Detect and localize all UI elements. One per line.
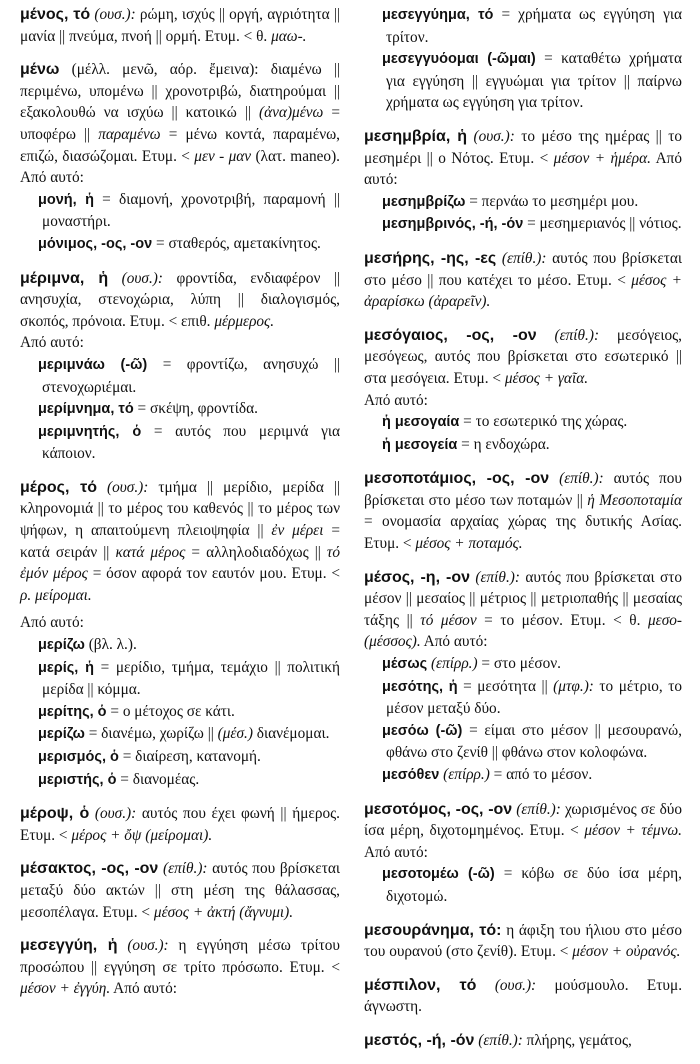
part-of-speech: (επίθ.): — [554, 326, 600, 344]
subentry-definition: = διανομέας. — [120, 770, 200, 788]
definition: φροντίδα, ενδιαφέρον || ανησυχία, στενοχώρια, λύπη || διαλογισμός, σκοπός, πρόνοια. Ετυμ. < επιθ. — [20, 269, 340, 330]
subentry-definition: = διαίρεση, κατανομή. — [122, 748, 261, 765]
entry-mesopotamios — [364, 468, 682, 554]
definition: η άφιξη του ήλιου στο μέσο του ουρανού (στο ζενίθ). Ετυμ. < — [364, 921, 683, 961]
etymology-root: μέσον + τέμνω. — [584, 822, 682, 840]
subentry-term: μεσόθεν — [382, 767, 440, 783]
phrase: ἐν μέρει — [271, 522, 324, 540]
subentry-pos: (επίρρ.) — [443, 766, 490, 783]
entry-mesimvria — [364, 126, 682, 236]
subentry — [38, 233, 340, 256]
entry-mesengyi-continued — [364, 4, 682, 114]
headword: μεστός, -ή, -όν — [364, 1031, 475, 1049]
etymology-root: μέσος + γαῖα. — [504, 369, 589, 387]
subentry — [382, 653, 682, 676]
verb-forms: (μέλλ. μενῶ, αόρ. ἔμεινα): — [71, 61, 259, 79]
entry-mesotomos — [364, 799, 682, 908]
definition: πλήρης, γεμάτος, — [526, 1031, 632, 1049]
subentry-definition: = σκέψη, φροντίδα. — [137, 400, 258, 418]
entry-mesengyi — [20, 935, 340, 1000]
from-this-label: Από αυτό: — [364, 391, 428, 409]
headword: μεσουράνημα, τό: — [364, 921, 502, 939]
definition: = υποφέρω || — [20, 104, 341, 143]
part-of-speech: (ουσ.): — [494, 976, 537, 994]
subentry-pos: (επίρρ.) — [430, 655, 478, 673]
part-of-speech: (επίθ.): — [501, 249, 547, 267]
headword: μέροψ, ὁ — [20, 805, 90, 823]
definition: χωρισμένος σε δύο ίσα μέρη, διχοτομημένος. Ετυμ. < — [364, 800, 683, 840]
subentry-definition: = καταθέτω χρήματα για εγγύηση || εγγυώμαι για τρίτον || παίρνω χρήματα ως εγγύηση για τρίτον. — [386, 50, 682, 112]
subentry-definition: = ο μέτοχος σε κάτι. — [110, 702, 235, 720]
subentry-definition: = αυτός που μεριμνά για κάποιον. — [42, 422, 340, 463]
subentry — [38, 701, 340, 724]
subentry-pos: (μτφ.): — [553, 677, 594, 695]
phrase: ἡ Μεσοποταμία — [587, 491, 682, 509]
subentry-definition: = φροντίζω, ανησυχώ || στενοχωριέμαι. — [42, 355, 340, 396]
subentry-definition: = περνάω το μεσημέρι μου. — [469, 192, 639, 210]
headword: μεσημβρία, ἡ — [364, 127, 468, 145]
etymology-root: μέσον + ἡμέρα. — [553, 149, 651, 167]
headword: μέριμνα, ἡ — [20, 269, 109, 287]
subentry-term: μεσημβρινός, -ή, -όν — [382, 216, 524, 233]
subentry-definition: = χρήματα ως εγγύηση για τρίτον. — [386, 6, 682, 46]
part-of-speech: (ουσ.): — [121, 269, 163, 287]
subentry-term: μεσόω (-ῶ) — [382, 722, 463, 739]
subentry — [38, 634, 340, 657]
entry-mespilon — [364, 975, 682, 1018]
entry-mesaktos — [20, 858, 340, 923]
subentry-term: μονή, ἡ — [38, 191, 94, 208]
definition: μούσμουλο. Ετυμ. άγνωστη. — [364, 976, 683, 1016]
definition: το μέσο της ημέρας || το μεσημέρι || ο Νότος. Ετυμ. < — [364, 127, 682, 167]
subentry-term: μόνιμος, -ος, -ον — [38, 235, 153, 252]
subentry — [38, 398, 340, 421]
subentry — [382, 863, 682, 907]
definition: = ονομασία αρχαίας χώρας της δυτικής Ασίας. Ετυμ. < — [364, 513, 682, 553]
subentry-term: μεσεγγύημα, τό — [382, 7, 494, 23]
entry-meros — [20, 477, 340, 791]
subentry-term: μεριμνάω (-ῶ) — [38, 356, 148, 373]
etymology-root: μέσον + οὐρανός. — [572, 943, 681, 961]
from-this-label: Από αυτό: — [364, 149, 682, 189]
headword: μέσος, -η, -ον — [364, 568, 471, 586]
entry-mesouranima — [364, 920, 682, 963]
definition: = κατά σειράν || — [20, 522, 340, 561]
definition: αυτός που βρίσκεται στο μέσο || που κατέχει το μέσο. Ετυμ. < — [364, 249, 683, 289]
etymology-root: μέσος + ἀκτή (ἄγνυμι). — [153, 903, 294, 921]
entry-mesogaios — [364, 325, 682, 457]
headword: μεσοτόμος, -ος, -ον — [364, 800, 513, 818]
subentry — [382, 720, 683, 764]
definition: τμήμα || μερίδιο, μερίδα || κληρονομιά || το μέρος του καθενός || το μέρος των ψήφων, η απαιτούμενη πλειοψηφία || — [20, 478, 340, 540]
part-of-speech: (επίθ.): — [478, 1031, 523, 1049]
subentry — [38, 769, 340, 792]
etymology-root: μέσος + ἀραρίσκω (ἀραρεῖν). — [364, 271, 682, 311]
entry-meno — [20, 59, 340, 255]
subentry-definition: = μερίδιο, τμήμα, τεμάχιο || πολιτική μερίδα || κόμμα. — [42, 658, 340, 699]
subentry-definition: = μεσημεριανός || νότιος. — [527, 215, 682, 233]
subentry-definition: = από το μέσον. — [493, 766, 593, 783]
entry-menos — [20, 4, 340, 47]
subentry-definition: = το εσωτερικό της χώρας. — [463, 413, 628, 431]
subentry-definition: διανέμομαι. — [256, 725, 330, 743]
subentry — [382, 4, 682, 48]
subentry-term: μεριμνητής, ὁ — [38, 423, 142, 440]
subentry — [382, 213, 682, 236]
headword: μέρος, τό — [20, 478, 97, 496]
part-of-speech: (ουσ.): — [94, 6, 136, 23]
headword: μεσήρης, -ης, -ες — [364, 249, 497, 267]
subentry-term: μερίς, ἡ — [38, 659, 94, 676]
subentry-definition: (βλ. λ.). — [88, 636, 137, 654]
subentry-term: μερίτης, ὁ — [38, 703, 107, 720]
definition: = όσον αφορά τον εαυτόν μου. Ετυμ. < — [92, 565, 340, 583]
entry-merimna — [20, 268, 340, 465]
part-of-speech: (ουσ.): — [127, 937, 169, 955]
headword: μένω — [20, 61, 60, 79]
definition: Από αυτό: — [113, 980, 178, 998]
part-of-speech: (επίθ.): — [475, 568, 520, 586]
from-this-label: Από αυτό: — [20, 334, 84, 352]
subentry-term: μερισμός, ὁ — [38, 749, 119, 765]
definition: (λατ. maneo). Από αυτό: — [20, 147, 340, 187]
subentry-definition: = κόβω σε δύο ίσα μέρη, διχοτομώ. — [386, 865, 682, 905]
part-of-speech: (ουσ.): — [473, 127, 515, 145]
subentry — [38, 421, 340, 465]
right-column — [364, 4, 682, 1064]
headword: μέσπιλον, τό — [364, 976, 477, 994]
middle-voice-label: (μέσ.) — [217, 725, 253, 743]
subentry-term: μέσως — [382, 656, 428, 673]
subentry-term: μεσεγγυόομαι (-ῶμαι) — [382, 51, 536, 68]
left-column — [20, 4, 340, 1012]
etymology-root: μέσον + ἐγγύη. — [20, 980, 111, 998]
subentry — [382, 411, 682, 434]
from-this-label: Από αυτό: — [423, 633, 488, 651]
etymology-root: μεσο- (μέσσος). — [364, 611, 682, 651]
phrase: κατά μέρος — [115, 543, 186, 561]
subentry-term: μερίμνημα, τό — [38, 401, 134, 418]
from-this-label: Από αυτό: — [364, 843, 428, 861]
entry-merops — [20, 803, 340, 846]
entry-mesiris — [364, 248, 682, 313]
subentry — [38, 657, 340, 701]
part-of-speech: (ουσ.): — [94, 805, 137, 823]
entry-mestos — [364, 1030, 682, 1052]
subentry-term: ἡ μεσογαία — [382, 414, 460, 431]
definition: διαμένω || περιμένω, υπομένω || χρονοτριβώ, διατηρούμαι || εξακολουθώ να ισχύω || κατοικώ || — [20, 61, 340, 122]
subentry — [38, 746, 340, 769]
subentry-definition: = σταθερός, αμετακίνητος. — [156, 234, 321, 252]
subentry-term: μεσοτομέω (-ῶ) — [382, 866, 495, 883]
definition: η εγγύηση μέσω τρίτου προσώπου || εγγύηση σε τρίτο πρόσωπο. Ετυμ. < — [20, 937, 340, 976]
definition: = το μέσον. Ετυμ. < θ. — [484, 611, 641, 629]
subentry — [382, 764, 682, 787]
phrase: τό ἐμόν μέρος — [20, 543, 341, 583]
definition: ρώμη, ισχύς || οργή, αγριότητα || μανία || πνεύμα, πνοή || ορμή. Ετυμ. < θ. — [20, 6, 341, 45]
subentry-term: μερίζω — [38, 637, 85, 654]
subentry — [38, 723, 340, 746]
subentry-definition: = στο μέσον. — [481, 655, 561, 673]
subentry — [38, 354, 340, 398]
part-of-speech: (επίθ.): — [162, 860, 208, 878]
subentry-term: ἡ μεσογεία — [382, 436, 458, 453]
part-of-speech: (επίθ.): — [516, 800, 561, 818]
part-of-speech: (ουσ.): — [107, 478, 149, 496]
subentry — [382, 434, 682, 457]
definition: = αλληλοδιαδόχως || — [191, 543, 321, 561]
subentry-term: μεριστής, ὁ — [38, 771, 117, 788]
subentry-term: μεσότης, ἡ — [382, 678, 458, 695]
from-this-label: Από αυτό: — [20, 614, 84, 632]
phrase: παραμένω — [98, 125, 161, 143]
subentry — [38, 189, 340, 233]
subentry-term: μερίζω — [38, 726, 85, 743]
subentry-definition: = μεσότητα || — [463, 677, 548, 695]
definition: αυτός που βρίσκεται μεταξύ δύο ακτών || στη μέση της θάλασσας, μεσοπέλαγα. Ετυμ. < — [20, 860, 341, 921]
definition: αυτός που βρίσκεται στο μέσο των ποταμών || — [364, 470, 682, 509]
subentry — [382, 48, 682, 114]
phrase: (ἀνα)μένω — [259, 104, 324, 122]
etymology-root: ρ. μείρομαι. — [20, 586, 92, 604]
definition: μεσόγειος, μεσόγεως, αυτός που βρίσκεται στο εσωτερικό || στα μεσόγεια. Ετυμ. < — [364, 326, 683, 387]
subentry-definition: το μέτριο, το μέσον μεταξύ δύο. — [386, 677, 682, 718]
definition: αυτός που έχει φωνή || ήμερος. Ετυμ. < — [20, 805, 340, 844]
subentry-definition: = διαμονή, χρονοτριβή, παραμονή || μοναστήρι. — [42, 190, 340, 231]
headword: μέσακτος, -ος, -ον — [20, 860, 159, 878]
headword: μεσοποτάμιος, -ος, -ον — [364, 470, 550, 488]
subentry-definition: = η ενδοχώρα. — [461, 435, 550, 453]
headword: μένος, τό — [20, 6, 91, 23]
etymology-root: μέρος + ὄψ (μείρομαι). — [71, 826, 213, 844]
etymology-root: μεν - μαν — [194, 147, 252, 165]
entry-mesos — [364, 567, 682, 787]
etymology-root: μέρμερος. — [214, 312, 275, 330]
subentry-term: μεσημβρίζω — [382, 193, 466, 210]
subentry-definition: = είμαι στο μέσον || μεσουρανώ, φθάνω στο ζενίθ || φθάνω στον κολοφώνα. — [386, 721, 683, 762]
definition: αυτός που βρίσκεται στο μέσον || μεσαίος || μέτριος || μετριοπαθής || μεσαίας τάξης || — [364, 568, 683, 629]
headword: μεσεγγύη, ἡ — [20, 937, 118, 955]
subentry — [382, 191, 682, 214]
subentry — [382, 676, 682, 720]
part-of-speech: (επίθ.): — [559, 470, 604, 488]
definition: = μένω κοντά, παραμένω, επιζώ, διασώζομαι. Ετυμ. < — [20, 125, 340, 165]
phrase: τό μέσον — [420, 611, 477, 629]
etymology-root: μέσος + ποταμός. — [415, 535, 523, 553]
etymology-root: μαω-. — [271, 27, 307, 45]
subentry-definition: = διανέμω, χωρίζω || — [88, 725, 214, 743]
headword: μεσόγαιος, -ος, -ον — [364, 326, 537, 344]
